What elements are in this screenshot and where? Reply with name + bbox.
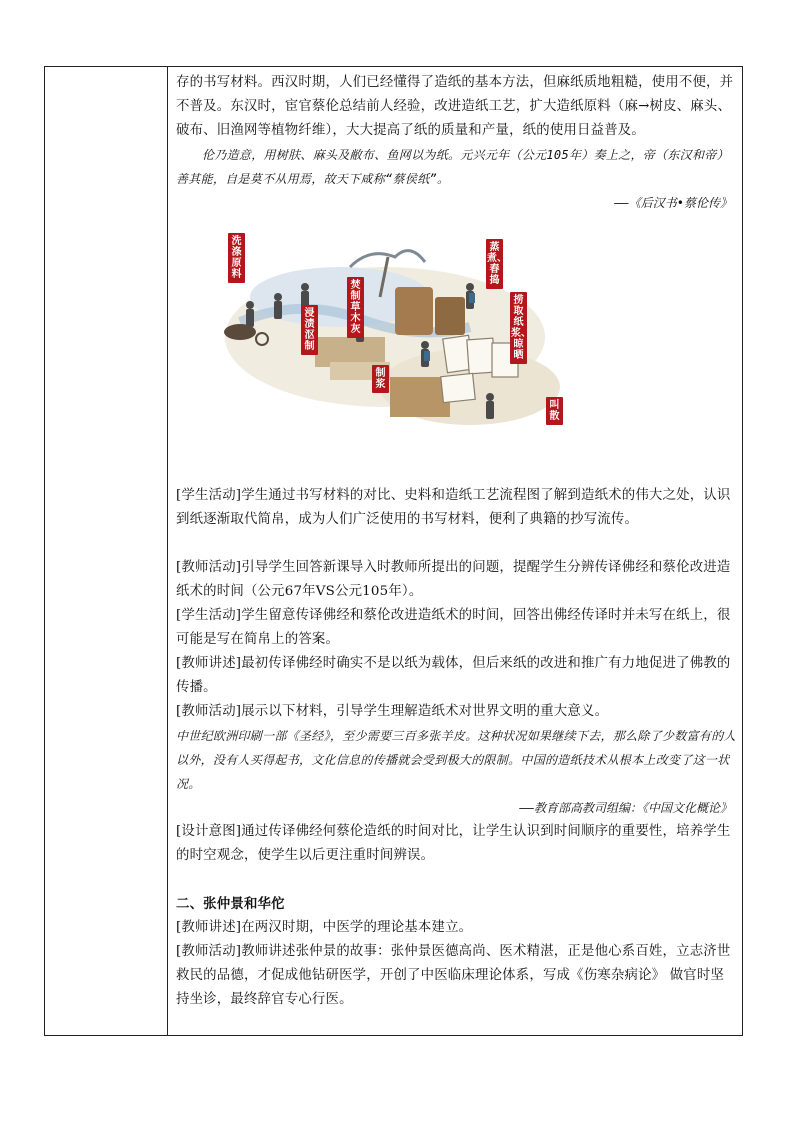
quote-source-culture-overview: ——教育部高教司组编：《中国文化概论》 <box>519 801 732 815</box>
step-label-soak: 浸渍沤制 <box>301 305 318 355</box>
teacher-lecture-1: [教师讲述]最初传译佛经时确实不是以纸为载体，但后来纸的改进和推广有力地促进了佛教的传播。 <box>176 656 731 695</box>
quote-houhanshu: 伦乃造意，用树肤、麻头及敝布、鱼网以为纸。元兴元年（公元105年）奏上之，帝（东汉和帝）善其能，自是莫不从用焉，故天下咸称“蔡侯纸”。 <box>176 148 729 186</box>
student-activity-2: [学生活动]学生留意传译佛经和蔡伦改进造纸术的时间，回答出佛经传译时并未写在纸上，很可能是写在简帛上的答案。 <box>176 608 731 647</box>
intro-paragraph: 存的书写材料。西汉时期，人们已经懂得了造纸的基本方法，但麻纸质地粗糙，使用不便，并不普及。东汉时，宦官蔡伦总结前人经验，改进造纸工艺，扩大造纸原料（麻→树皮、麻头、破布、旧渔网等植物纤维），大大提高了纸的质量和产量，纸的使用日益普及。 <box>176 75 734 138</box>
step-label-boil: 蒸煮、舂捣 <box>486 239 503 289</box>
step-label-wash: 洗涤原料 <box>228 233 245 283</box>
teacher-activity-2: [教师活动]展示以下材料，引导学生理解造纸术对世界文明的重大意义。 <box>176 704 609 719</box>
step-label-pulp: 制浆 <box>372 365 389 393</box>
teacher-activity-3: [教师活动]教师讲述张仲景的故事：张仲景医德高尚、医术精湛，正是他心系百姓，立志济世救民的品德，才促成他钻研医学，开创了中医临床理论体系，写成《伤寒杂病论》 做官时坚持坐诊，最终辞官专心行医。 <box>176 944 731 1007</box>
step-label-ash: 焚制草木灰 <box>347 277 364 338</box>
teacher-lecture-2: [教师讲述]在两汉时期，中医学的理论基本建立。 <box>176 920 473 935</box>
step-label-scoop-dry: 捞取纸浆、晾晒 <box>510 292 527 364</box>
papermaking-process-illustration <box>220 227 560 442</box>
student-activity-1: [学生活动]学生通过书写材料的对比、史料和造纸工艺流程图了解到造纸术的伟大之处，认识到纸逐渐取代简帛，成为人们广泛使用的书写材料，便利了典籍的抄写流传。 <box>176 488 731 527</box>
section-heading: 二、张仲景和华佗 <box>176 896 285 912</box>
lesson-table <box>44 66 743 1036</box>
left-column-cell <box>45 67 168 1035</box>
design-intent: [设计意图]通过传译佛经何蔡伦造纸的时间对比，让学生认识到时间顺序的重要性，培养学生的时空观念，使学生以后更注重时间辨误。 <box>176 824 731 863</box>
content-cell <box>176 71 736 1012</box>
teacher-activity-1: [教师活动]引导学生回答新课导入时教师所提出的问题，提醒学生分辨传译佛经和蔡伦改进造纸术的时间（公元67年VS公元105年）。 <box>176 560 731 599</box>
papermaking-scene <box>220 227 560 442</box>
quote-culture-overview: 中世纪欧洲印刷一部《圣经》，至少需要三百多张羊皮。这种状况如果继续下去，那么除了少数富有的人以外，没有人买得起书，文化信息的传播就会受到极大的限制。中国的造纸技术从根本上改变了这一状况。 <box>176 729 736 791</box>
step-label-separate: 叫散 <box>546 397 563 425</box>
quote-source-houhanshu: ——《后汉书•蔡伦传》 <box>614 196 732 210</box>
